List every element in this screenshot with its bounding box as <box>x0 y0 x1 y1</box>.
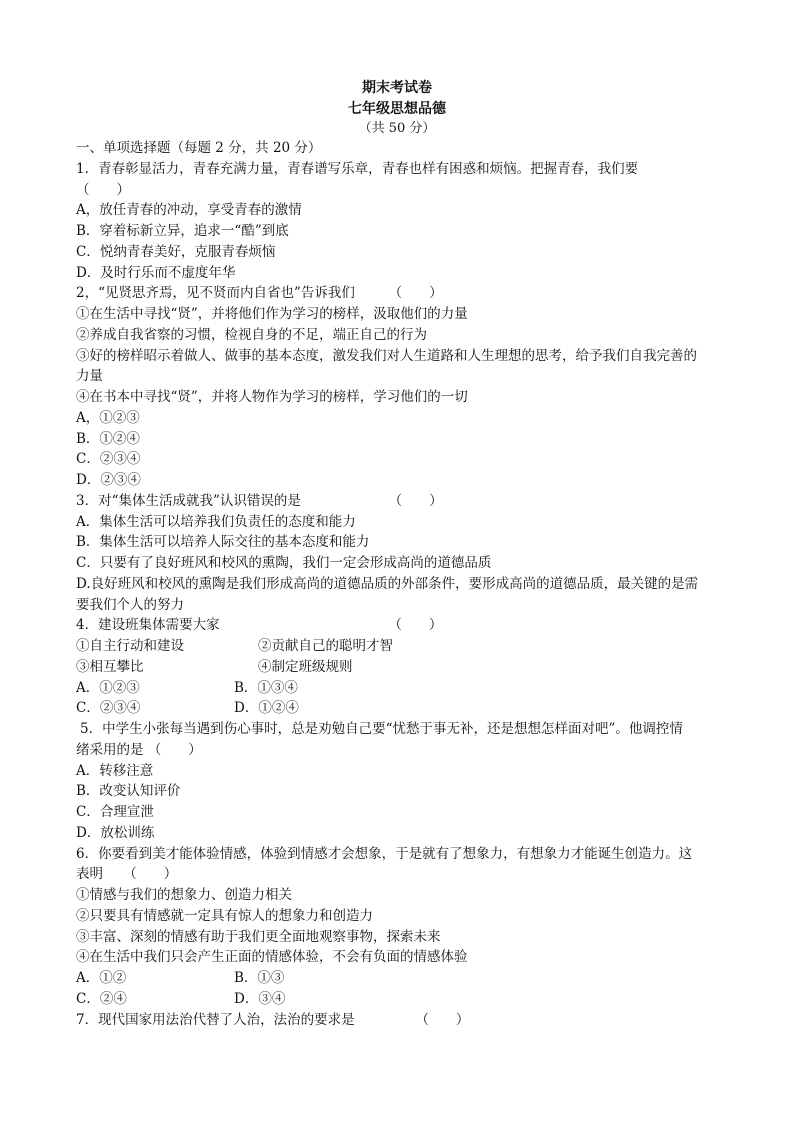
question-6-item-3: ③丰富、深刻的情感有助于我们更全面地观察事物，探索未来 <box>76 928 441 945</box>
question-6-option-a: A．①② <box>76 970 127 986</box>
question-2-option-c: C．②③④ <box>76 451 141 468</box>
section-heading: 一、单项选择题（每题 2 分，共 20 分） <box>76 140 322 156</box>
question-6-option-c: C．②④ <box>76 990 127 1007</box>
question-6-stem-cont: 表明 （ ） <box>76 866 178 883</box>
question-2-item-3: ③好的榜样昭示着做人、做事的基本态度，激发我们对人生道路和人生理想的思考，给予我们自我完善的 <box>76 347 697 364</box>
question-4-options-row-1 <box>76 678 728 699</box>
question-2-stem: 2，“见贤思齐焉，见不贤而内自省也”告诉我们 （ ） <box>76 285 443 302</box>
exam-title: 期末考试卷 <box>362 80 432 96</box>
question-6-option-b: B．①③ <box>234 970 285 986</box>
question-4-stem: 4．建设班集体需要大家 （ ） <box>76 617 443 634</box>
question-6-item-4: ④在生活中我们只会产生正面的情感体验，不会有负面的情感体验 <box>76 949 468 966</box>
question-4-item-3: ③相互攀比 <box>76 658 144 675</box>
question-2-item-1: ①在生活中寻找“贤”，并将他们作为学习的榜样，汲取他们的力量 <box>76 306 468 322</box>
question-6-option-d: D．③④ <box>234 990 286 1007</box>
question-2-item-4: ④在书本中寻找“贤”，并将人物作为学习的榜样，学习他们的一切 <box>76 389 468 405</box>
question-4-option-c: C．②③④ <box>76 700 141 717</box>
question-4-item-2: ②贡献自己的聪明才智 <box>258 638 393 654</box>
question-1-option-a: A，放任青春的冲动，享受青春的激情 <box>76 202 302 219</box>
question-3-option-d-cont: 要我们个人的努力 <box>76 596 184 613</box>
question-5-stem-cont: 绪采用的是 （ ） <box>76 741 202 758</box>
exam-total-score: （共 50 分） <box>358 121 436 136</box>
question-6-item-2: ②只要具有情感就一定具有惊人的想象力和创造力 <box>76 907 373 924</box>
exam-subject: 七年级思想品德 <box>348 101 446 117</box>
question-2-option-b: B．①②④ <box>76 430 140 447</box>
question-4-items-row-2 <box>76 657 728 678</box>
question-4-item-1: ①自主行动和建设 <box>76 638 184 654</box>
question-4-option-a: A．①②③ <box>76 679 140 696</box>
question-6-options-row-1 <box>76 968 728 989</box>
question-7-stem: 7．现代国家用法治代替了人治，法治的要求是 （ ） <box>76 1011 470 1028</box>
question-3-stem: 3．对“集体生活成就我”认识错误的是 （ ） <box>76 492 443 509</box>
question-4-option-d: D．①②④ <box>234 700 299 717</box>
question-1-stem: 1．青春彰显活力，青春充满力量，青春谱写乐章，青春也样有困惑和烦恼。把握青春，我们要 <box>76 160 639 177</box>
question-5-option-b: B．改变认知评价 <box>76 783 181 800</box>
question-3-option-d: D.良好班风和校风的熏陶是我们形成高尚的道德品质的外部条件，要形成高尚的道德品质，最关键的是需 <box>76 575 699 592</box>
question-1-answer-blank: （ ） <box>76 181 130 198</box>
question-6-options-row-2 <box>76 989 728 1010</box>
question-2-option-d: D．②③④ <box>76 472 141 488</box>
question-5-option-d: D．放松训练 <box>76 824 155 841</box>
question-5-stem: 5．中学生小张每当遇到伤心事时，总是劝勉自己要“忧愁于事无补，还是想想怎样面对吧”。他调控情 <box>80 721 683 737</box>
question-4-items-row-1 <box>76 636 728 657</box>
question-4-options-row-2 <box>76 698 728 719</box>
question-4-option-b: B．①③④ <box>234 679 298 696</box>
question-3-option-c: C．只要有了良好班风和校风的熏陶，我们一定会形成高尚的道德品质 <box>76 555 492 571</box>
question-1-option-d: D．及时行乐而不虚度年华 <box>76 264 236 281</box>
question-5-option-c: C．合理宣泄 <box>76 804 154 820</box>
question-2-item-3-cont: 力量 <box>76 368 103 385</box>
question-1-option-c: C．悦纳青春美好，克服青春烦恼 <box>76 243 276 260</box>
question-4-item-4: ④制定班级规则 <box>258 658 353 675</box>
exam-content <box>76 138 728 1030</box>
question-2-item-2: ②养成自我省察的习惯，检视自身的不足，端正自己的行为 <box>76 326 427 343</box>
question-6-stem: 6．你要看到美才能体验情感，体验到情感才会想象，于是就有了想象力，有想象力才能诞生创造力。这 <box>76 845 693 862</box>
question-3-option-b: B．集体生活可以培养人际交往的基本态度和能力 <box>76 534 370 551</box>
question-2-option-a: A，①②③ <box>76 409 140 426</box>
question-6-item-1: ①情感与我们的想象力、创造力相关 <box>76 887 292 903</box>
question-5-option-a: A．转移注意 <box>76 762 154 779</box>
question-1-option-b: B．穿着标新立异，追求一“酷”到底 <box>76 223 289 239</box>
question-3-option-a: A．集体生活可以培养我们负责任的态度和能力 <box>76 513 356 530</box>
